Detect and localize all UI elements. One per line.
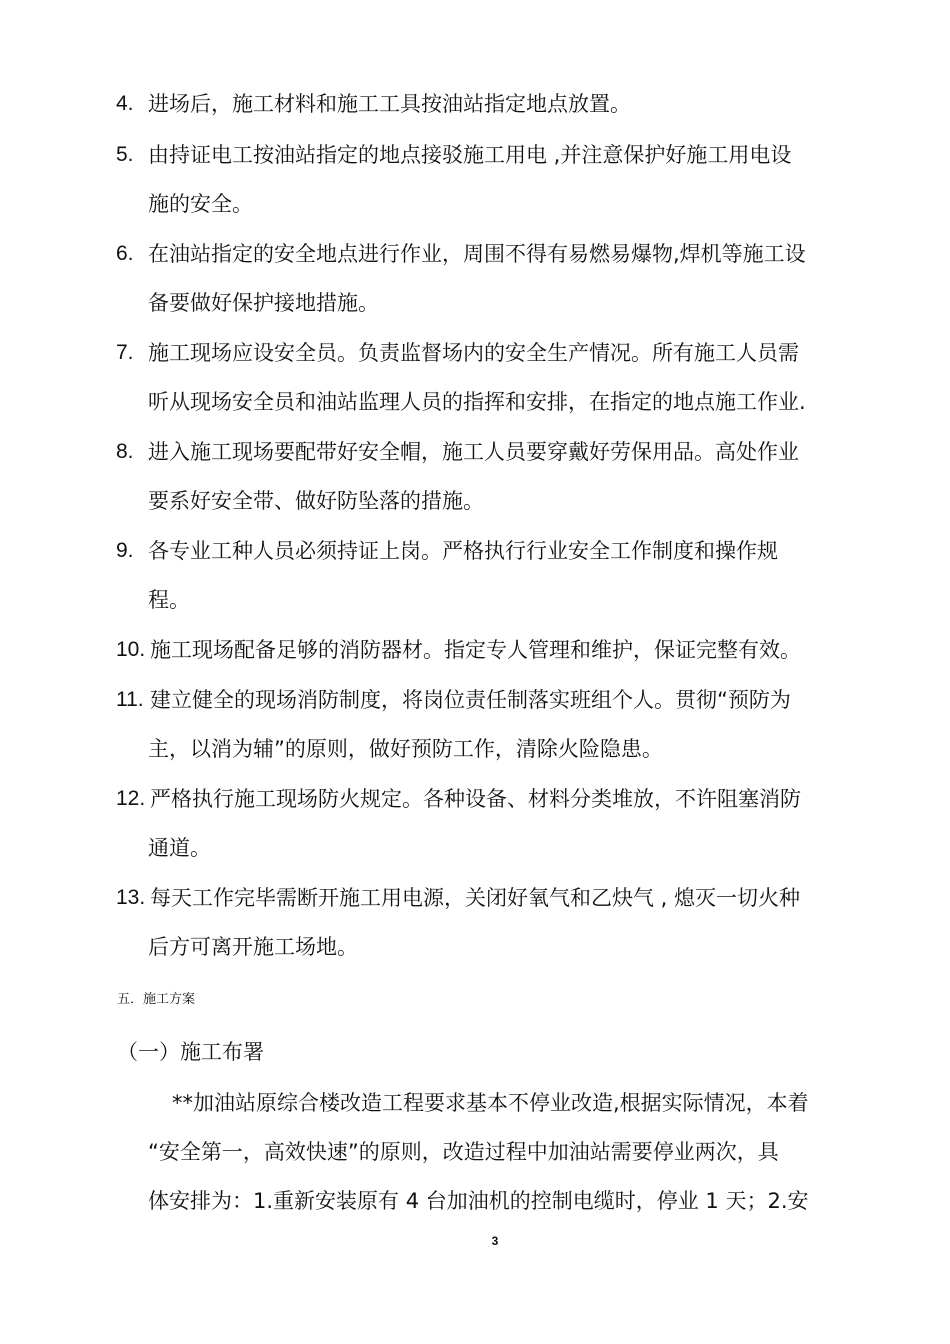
item-number: 9. <box>116 539 134 562</box>
section-heading: 五．施工方案 <box>117 992 196 1007</box>
item-text-line: 要系好安全带、做好防坠落的措施。 <box>148 489 484 513</box>
page-number: 3 <box>491 1234 499 1248</box>
item-number: 12. <box>116 787 146 810</box>
item-number: 11. <box>116 688 144 711</box>
item-text-line: 施工现场应设安全员。负责监督场内的安全生产情况。所有施工人员需 <box>148 341 799 365</box>
paragraph-line: **加油站原综合楼改造工程要求基本不停业改造,根据实际情况，本着 <box>172 1091 809 1115</box>
item-text-line: 施工现场配备足够的消防器材。指定专人管理和维护，保证完整有效。 <box>150 638 801 662</box>
item-text-line: 施的安全。 <box>148 192 253 216</box>
item-number: 8. <box>116 440 134 463</box>
paragraph-line: “安全第一，高效快速”的原则，改造过程中加油站需要停业两次，具 <box>148 1140 779 1164</box>
item-text-line: 在油站指定的安全地点进行作业，周围不得有易燃易爆物,焊机等施工设 <box>148 242 806 266</box>
item-text-line: 由持证电工按油站指定的地点接驳施工用电 ,并注意保护好施工用电设 <box>148 143 792 167</box>
item-number: 13. <box>116 886 146 909</box>
item-text-line: 建立健全的现场消防制度，将岗位责任制落实班组个人。贯彻“预防为 <box>150 688 791 712</box>
item-text-line: 进场后，施工材料和施工工具按油站指定地点放置。 <box>148 92 631 116</box>
item-text-line: 严格执行施工现场防火规定。各种设备、材料分类堆放，不许阻塞消防 <box>150 787 801 811</box>
item-number: 5. <box>116 143 134 166</box>
item-number: 7. <box>116 341 134 364</box>
item-text-line: 进入施工现场要配带好安全帽，施工人员要穿戴好劳保用品。高处作业 <box>148 440 799 464</box>
paragraph-line: 体安排为：1.重新安装原有 4 台加油机的控制电缆时，停业 1 天；2.安 <box>148 1189 809 1213</box>
item-number: 4. <box>116 92 134 115</box>
item-text-line: 各专业工种人员必须持证上岗。严格执行行业安全工作制度和操作规 <box>148 539 778 563</box>
item-number: 10. <box>116 638 146 661</box>
item-number: 6. <box>116 242 134 265</box>
item-text-line: 每天工作完毕需断开施工用电源，关闭好氧气和乙炔气 , 熄灭一切火种 <box>150 886 801 910</box>
item-text-line: 程。 <box>148 588 190 612</box>
item-text-line: 备要做好保护接地措施。 <box>148 291 379 315</box>
item-text-line: 听从现场安全员和油站监理人员的指挥和安排，在指定的地点施工作业. <box>148 390 806 414</box>
item-text-line: 通道。 <box>148 836 211 860</box>
item-text-line: 主，以消为辅”的原则，做好预防工作，清除火险隐患。 <box>148 737 663 761</box>
item-text-line: 后方可离开施工场地。 <box>148 935 358 959</box>
subsection-heading: （一）施工布署 <box>117 1040 264 1064</box>
